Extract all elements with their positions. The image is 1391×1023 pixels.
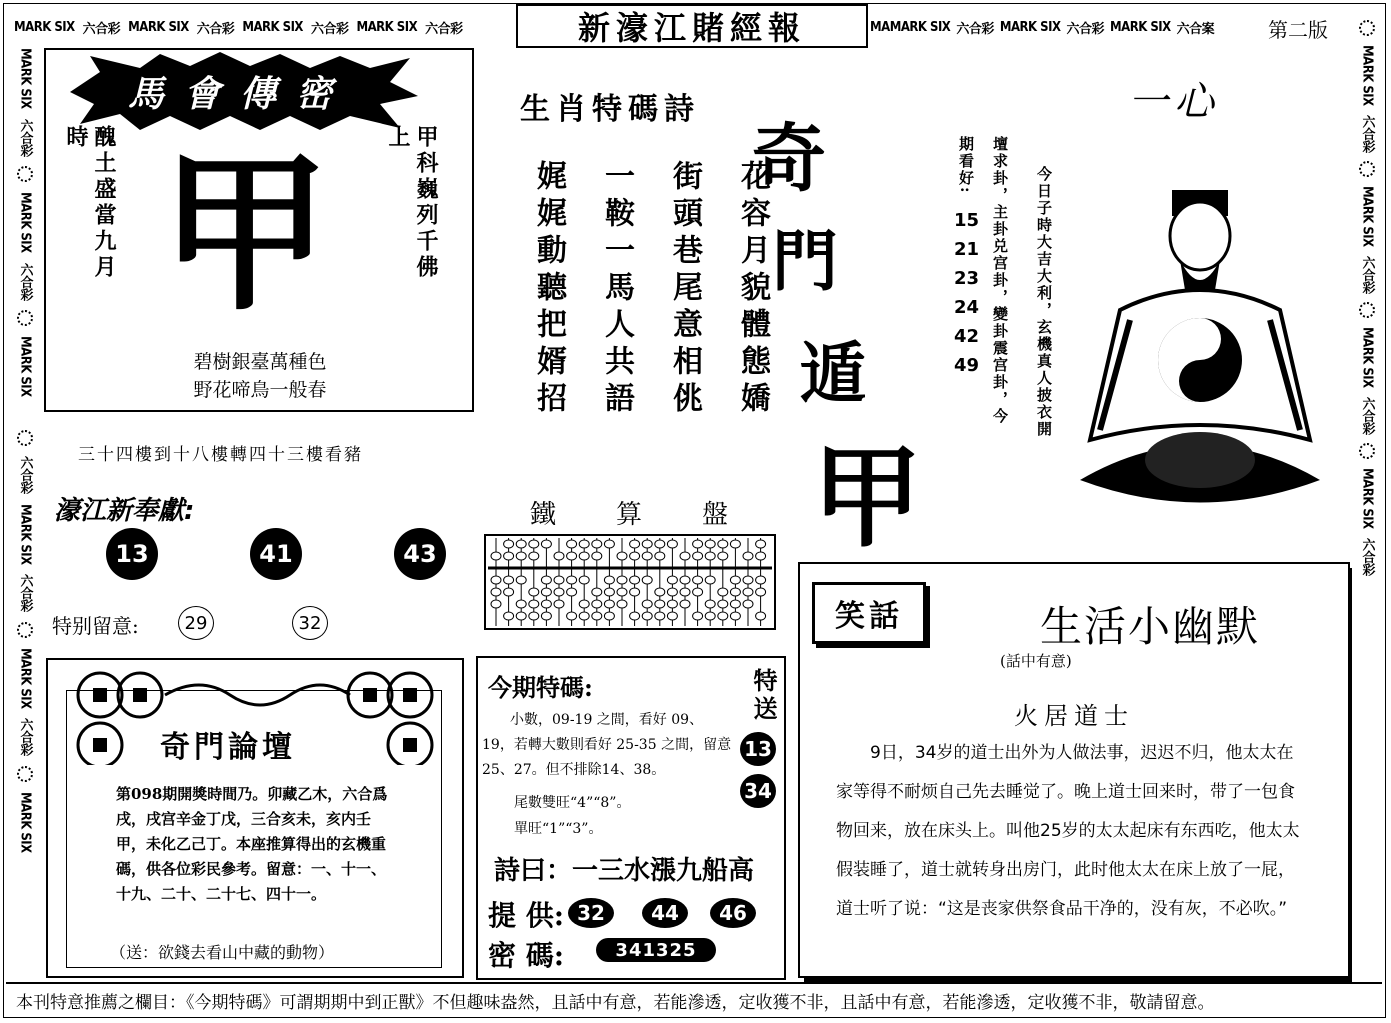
brand-mark-cn: 六合彩 — [1066, 21, 1104, 37]
humor-subtitle: (話中有意) — [1000, 652, 1072, 670]
brand-mark: MARK SIX — [999, 19, 1061, 35]
abacus-bead — [516, 552, 526, 560]
humor-title: 生活小幽默 — [1040, 602, 1261, 651]
brand-mark-cn: 六合案 — [1176, 21, 1215, 37]
provide-number: 32 — [568, 898, 614, 928]
abacus-bead — [529, 600, 539, 608]
abacus-bead — [667, 588, 677, 596]
sage-figure-image — [1060, 180, 1340, 530]
sage-number: 23 — [954, 268, 980, 289]
provide-label: 提 供: — [488, 899, 565, 932]
top-brand-strip-left — [14, 10, 514, 44]
abacus-bead — [617, 588, 627, 596]
abacus-bead — [567, 540, 577, 548]
abacus-bead — [718, 600, 728, 608]
abacus-bead — [693, 612, 703, 620]
brand-mark-cn: 六合彩 — [17, 574, 33, 612]
brand-mark: MARK SIX — [17, 647, 33, 709]
abacus-bead — [680, 552, 690, 560]
abacus-bead — [604, 540, 614, 548]
sage-number: 49 — [954, 355, 980, 376]
brand-mark: MARK SIX — [17, 791, 33, 853]
poem-column: 花容月貌體態嬌 — [735, 160, 770, 419]
abacus-bead — [516, 540, 526, 548]
brand-mark-cn: 六合彩 — [1359, 538, 1375, 576]
abacus-bead — [504, 552, 514, 560]
brand-mark: MARK SIX — [1359, 186, 1375, 247]
abacus-bead — [604, 600, 614, 608]
special-label: 特别留意: — [52, 614, 139, 638]
story-title: 火居道士 — [1014, 702, 1134, 730]
abacus-bead — [667, 576, 677, 584]
abacus-bead — [491, 552, 501, 560]
abacus-bead — [718, 540, 728, 548]
abacus-bead — [693, 552, 703, 560]
abacus-bead — [730, 600, 740, 608]
abacus-bead — [756, 588, 766, 596]
code-label: 密 碼: — [488, 939, 565, 972]
abacus-bead — [730, 588, 740, 596]
current-title: 今期特碼: — [488, 673, 593, 702]
horse-right-column: 甲科巍列千佛上 — [385, 125, 439, 281]
abacus-bead — [592, 600, 602, 608]
abacus-bead — [579, 612, 589, 620]
masthead-title: 新濠江賭經報 — [577, 9, 806, 47]
brand-mark: MARK SIX — [1110, 19, 1171, 35]
abacus-bead — [630, 588, 640, 596]
brand-mark: MARK SIX — [1359, 468, 1375, 530]
abacus-bead — [730, 576, 740, 584]
tail-line-1: 尾數雙旺“4”“8”。 — [514, 795, 631, 811]
poem-columns — [530, 160, 770, 440]
flower-icon — [17, 766, 33, 782]
abacus-bead — [743, 552, 753, 560]
abacus-bead — [579, 600, 589, 608]
abacus-bead — [730, 540, 740, 548]
abacus-bead — [705, 600, 715, 608]
abacus-bead — [617, 600, 627, 608]
abacus-bead — [642, 540, 652, 548]
abacus-bead — [667, 612, 677, 620]
abacus-bead — [718, 588, 728, 596]
abacus-bead — [756, 612, 766, 620]
sage-number: 21 — [954, 239, 980, 260]
number-ball: 43 — [394, 528, 446, 580]
humor-tag-text: 笑話 — [835, 599, 903, 634]
abacus-bead — [592, 612, 602, 620]
abacus-bead — [642, 552, 652, 560]
abacus-bead — [541, 612, 551, 620]
forum-body: 第098期開獎時間乃。卯藏乙木，六合爲戌，戌宫辛金丁戊，三合亥未，亥内壬甲，未化乙己丁。本座推算得出的玄機重碼，供各位彩民參考。留意：一、十一、十九、二十、二十七、四十一。 — [116, 785, 388, 903]
abacus-bead — [642, 600, 652, 608]
brand-mark: MARK SIX — [1359, 327, 1375, 388]
abacus-bead — [655, 588, 665, 596]
number-ball: 41 — [250, 528, 302, 580]
abacus-bead — [592, 552, 602, 560]
abacus-bead — [504, 540, 514, 548]
qimen-char: 甲 — [812, 434, 922, 562]
sage-calligraphy: 一心 — [1128, 79, 1220, 125]
edition-text: 第二版 — [1268, 17, 1328, 42]
brand-mark: MARK SIX — [1359, 45, 1375, 106]
abacus-bead — [718, 612, 728, 620]
abacus-bead — [693, 540, 703, 548]
brand-mark-cn: 六合彩 — [956, 21, 994, 37]
footer-text: 本刊特意推薦之欄目：《今期特碼》可謂期期中到正獸》不但趣味盎然，且話中有意，若能滲透，定收獲不非，且話中有意，若能滲透，定收獲不非，敬請留意。 — [16, 992, 1215, 1013]
abacus-bead — [743, 576, 753, 584]
flower-icon — [17, 310, 33, 326]
abacus-bead — [630, 576, 640, 584]
number-ball: 13 — [106, 528, 158, 580]
abacus-bead — [693, 576, 703, 584]
abacus-bead — [516, 612, 526, 620]
abacus-bead — [529, 588, 539, 596]
abacus-bead — [655, 552, 665, 560]
current-body: 小數，09-19 之間，看好 09、19，若轉大數則看好 25-35 之間，留意25、27。但不排除14、38。 — [482, 712, 732, 778]
poem-line: 野花啼鳥一般春 — [193, 379, 327, 401]
qimen-char: 遁 — [800, 335, 866, 412]
abacus-bead — [567, 552, 577, 560]
abacus-bead — [680, 600, 690, 608]
abacus-graphic — [484, 534, 776, 630]
brand-mark-cn: 六合彩 — [1359, 114, 1375, 153]
abacus-bead — [567, 588, 577, 596]
left-brand-strip — [12, 48, 38, 408]
poem-column: 街頭巷尾意相佻 — [667, 160, 702, 419]
abacus-bead — [642, 576, 652, 584]
sage-text-col: 壇求卦，主卦兑宫卦，變卦震宫卦，今 — [991, 136, 1009, 425]
poem-column: 娓娓動聽把婿招 — [531, 160, 566, 419]
flower-icon — [17, 430, 33, 446]
abacus-bead — [756, 540, 766, 548]
provide-number: 44 — [642, 898, 688, 928]
humor-tag — [812, 582, 926, 644]
abacus-bead — [642, 612, 652, 620]
brand-mark-cn: 六合彩 — [1359, 255, 1375, 294]
abacus-bead — [554, 576, 564, 584]
abacus-bead — [541, 540, 551, 548]
abacus-bead — [655, 600, 665, 608]
abacus-bead — [529, 552, 539, 560]
brand-mark-cn: 六合彩 — [82, 21, 121, 37]
brand-mark-cn: 六合彩 — [425, 21, 463, 37]
edition-label — [1248, 14, 1348, 42]
abacus-bead — [491, 576, 501, 584]
aojiang-numbers — [106, 528, 446, 580]
qimen-char: 奇 — [752, 116, 826, 202]
abacus-bead — [491, 600, 501, 608]
sage-text-col: 期看好: — [957, 136, 975, 195]
poem-line: 碧樹銀臺萬種色 — [193, 351, 327, 373]
abacus-bead — [604, 576, 614, 584]
abacus-bead — [541, 600, 551, 608]
special-number: 29 — [178, 606, 214, 640]
verse: 詩曰：一三水漲九船高 — [494, 856, 755, 886]
brand-mark-cn: 六合彩 — [1359, 396, 1375, 435]
abacus-bead — [705, 540, 715, 548]
abacus-bead — [693, 588, 703, 596]
flower-icon — [1359, 443, 1375, 459]
abacus-bead — [579, 540, 589, 548]
abacus-bead — [529, 612, 539, 620]
abacus-bead — [730, 612, 740, 620]
abacus-bead — [604, 588, 614, 596]
horse-left-column: 醜土盛當九月時 — [63, 125, 117, 281]
flower-icon — [1359, 161, 1375, 177]
abacus-bead — [617, 552, 627, 560]
brand-mark: MARK SIX — [14, 19, 75, 35]
sage-numbers — [954, 210, 980, 376]
brand-mark: MARK SIX — [17, 336, 33, 397]
poem-title: 生肖特碼詩 — [520, 92, 700, 127]
brand-mark-cn: 六合彩 — [17, 118, 33, 157]
abacus-bead — [592, 540, 602, 548]
sage-number: 15 — [954, 210, 980, 231]
flower-icon — [1359, 20, 1375, 36]
abacus-bead — [743, 588, 753, 596]
brand-mark-cn: 六合彩 — [17, 262, 33, 301]
abacus-bead — [630, 540, 640, 548]
flower-icon — [17, 622, 33, 638]
abacus-bead — [617, 576, 627, 584]
abacus-bead — [579, 552, 589, 560]
abacus-bead — [504, 576, 514, 584]
forum-footer: （送：欲錢去看山中藏的動物） — [110, 943, 335, 962]
abacus-bead — [655, 540, 665, 548]
horse-poem — [130, 348, 390, 404]
brand-mark: MARK SIX — [242, 19, 303, 35]
brand-mark-cn: 六合彩 — [17, 718, 33, 756]
send-number: 34 — [740, 774, 776, 808]
abacus-bead — [756, 552, 766, 560]
banner-text: 馬會傳密 — [127, 72, 352, 115]
abacus-bead — [630, 612, 640, 620]
abacus-bead — [680, 588, 690, 596]
abacus-bead — [554, 588, 564, 596]
brand-mark-cn: 六合彩 — [17, 456, 33, 494]
aojiang-title: 濠江新奉獻: — [54, 496, 195, 526]
abacus-bead — [718, 552, 728, 560]
abacus-bead — [705, 612, 715, 620]
masthead-title-box — [516, 4, 868, 48]
send-label: 特送 — [749, 668, 778, 724]
abacus-bead — [592, 588, 602, 596]
abacus-bead — [705, 576, 715, 584]
abacus-bead — [541, 588, 551, 596]
abacus-bead — [554, 552, 564, 560]
abacus-bead — [491, 588, 501, 596]
brand-mark: MARK SIX — [356, 19, 418, 35]
abacus-bead — [667, 540, 677, 548]
abacus-bead — [529, 540, 539, 548]
abacus-bead — [743, 600, 753, 608]
abacus-bead — [567, 576, 577, 584]
abacus-bead — [667, 600, 677, 608]
sage-number: 42 — [954, 326, 980, 347]
abacus-bead — [604, 612, 614, 620]
tail-line-2: 單旺“1”“3”。 — [514, 821, 603, 837]
abacus-bead — [516, 576, 526, 584]
abacus-title: 鐵算盤 — [530, 500, 789, 530]
brand-mark: MAMARK SIX — [870, 19, 951, 35]
horse-secret-banner — [90, 66, 390, 116]
brand-mark-cn: 六合彩 — [196, 21, 235, 37]
story-body: 9日，34岁的道士出外为人做法事，迟迟不归，他太太在家等得不耐烦自己先去睡觉了。晚上道士回来时，带了一包食物回来，放在床头上。叫他25岁的太太起床有东西吃，他太太假装睡了，道士就转身出房门，此时他太太在床上放了一屁，道士听了说：“这是丧家供祭食品干净的，没有灰，不必吹。” — [836, 743, 1300, 919]
left-brand-strip-lower — [12, 430, 38, 980]
abacus-bead — [516, 600, 526, 608]
code-value: 341325 — [596, 938, 716, 962]
brand-mark: MARK SIX — [128, 19, 189, 35]
footer-bar — [6, 982, 1382, 1016]
abacus-bead — [567, 612, 577, 620]
sage-number: 24 — [954, 297, 980, 318]
qimen-char: 門 — [772, 223, 838, 300]
forum-title: 奇門論壇 — [160, 730, 296, 765]
abacus-bead — [756, 576, 766, 584]
sage-text-col: 今日子時大吉大利，玄機真人披衣開 — [1035, 166, 1053, 438]
send-number: 13 — [740, 732, 776, 766]
big-jia-char: 甲 — [160, 136, 331, 334]
brand-mark: MARK SIX — [17, 48, 33, 109]
flower-icon — [17, 166, 33, 182]
brand-mark: MARK SIX — [17, 192, 33, 253]
abacus-bead — [655, 612, 665, 620]
special-number: 32 — [292, 606, 328, 640]
abacus-bead — [541, 576, 551, 584]
abacus-bead — [705, 552, 715, 560]
right-brand-strip — [1354, 20, 1380, 980]
abacus-bead — [554, 600, 564, 608]
flower-icon — [1359, 302, 1375, 318]
brand-mark: MARK SIX — [17, 503, 33, 565]
provide-number: 46 — [710, 898, 756, 928]
top-brand-strip-right — [870, 10, 1242, 44]
abacus-bead — [504, 588, 514, 596]
abacus-bead — [579, 576, 589, 584]
brand-mark-cn: 六合彩 — [310, 21, 349, 37]
hint-line: 三十四樓到十八樓轉四十三樓看豬 — [78, 445, 363, 465]
abacus-bead — [680, 576, 690, 584]
poem-column: 一鞍一馬人共語 — [599, 160, 634, 419]
abacus-bead — [504, 612, 514, 620]
abacus-bead — [630, 552, 640, 560]
